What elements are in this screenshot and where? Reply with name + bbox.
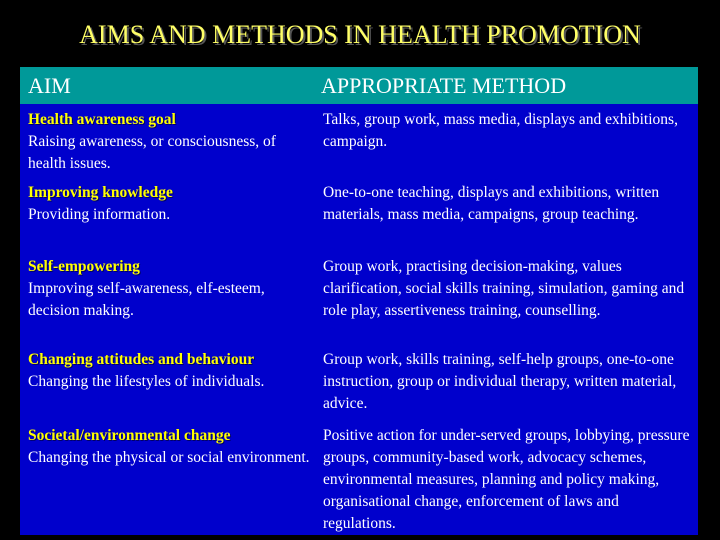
method-cell: Group work, skills training, self-help groups, one-to-one instruction, group or individual therapy, written material, advice.	[323, 351, 677, 412]
aim-goal: Improving knowledge	[28, 184, 173, 201]
aim-cell	[20, 109, 317, 178]
aims-methods-table	[20, 67, 698, 535]
table-row	[20, 104, 698, 178]
aim-goal: Health awareness goal	[28, 111, 176, 128]
method-cell: Group work, practising decision-making, values clarification, social skills training, simulation, gaming and role play, assertiveness training, counselling.	[323, 258, 685, 319]
aim-goal: Societal/environmental change	[28, 427, 231, 444]
table-row	[20, 345, 698, 417]
table-row	[20, 178, 698, 252]
aim-description: Providing information.	[28, 206, 171, 223]
aim-cell	[20, 256, 317, 345]
aim-cell	[20, 349, 317, 417]
aim-goal: Changing attitudes and behaviour	[28, 351, 255, 368]
method-cell: One-to-one teaching, displays and exhibitions, written materials, mass media, campaigns, group teaching.	[323, 184, 660, 223]
table-row	[20, 417, 698, 535]
aim-description: Changing the physical or social environment.	[28, 449, 310, 466]
aim-description: Improving self-awareness, elf-esteem, decision making.	[28, 280, 265, 319]
header-method: APPROPRIATE METHOD	[321, 72, 567, 98]
aim-goal: Self-empowering	[28, 258, 140, 275]
slide-title: AIMS AND METHODS IN HEALTH PROMOTION	[79, 20, 641, 49]
table-header	[20, 67, 698, 104]
method-cell: Positive action for under-served groups, lobbying, pressure groups, community-based work, advocacy schemes, environmental measures, planning and policy making, organisational change, enforcement of laws and regulations.	[323, 427, 690, 532]
aim-cell	[20, 425, 317, 535]
header-aim: AIM	[28, 72, 71, 98]
aim-cell	[20, 182, 317, 252]
method-cell: Talks, group work, mass media, displays and exhibitions, campaign.	[323, 111, 678, 150]
table-row	[20, 252, 698, 345]
aim-description: Changing the lifestyles of individuals.	[28, 373, 265, 390]
aim-description: Raising awareness, or consciousness, of health issues.	[28, 133, 276, 172]
